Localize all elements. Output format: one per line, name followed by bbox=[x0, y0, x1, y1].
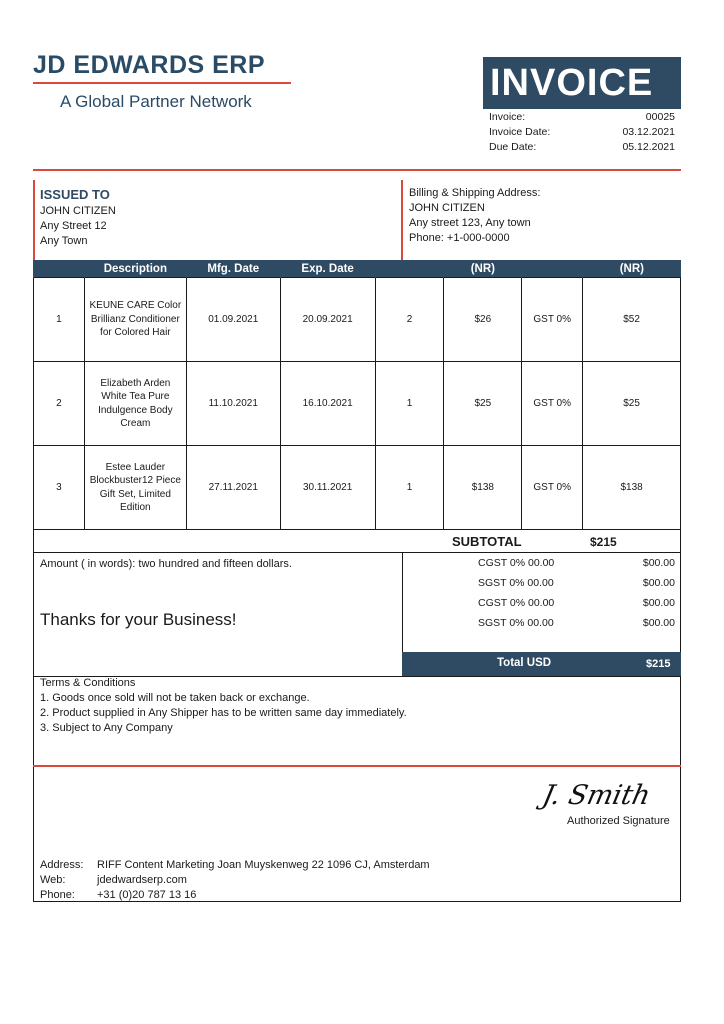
row-mfg-date: 27.11.2021 bbox=[186, 446, 280, 530]
row-qty: 1 bbox=[375, 362, 444, 446]
row-tax: GST 0% bbox=[522, 446, 583, 530]
cgst-value-1: $00.00 bbox=[642, 557, 675, 569]
terms-title: Terms & Conditions bbox=[40, 677, 136, 689]
frame-right-border bbox=[680, 530, 681, 902]
logo-underline bbox=[33, 82, 291, 84]
sgst-value-2: $00.00 bbox=[642, 617, 675, 629]
invoice-number-value: 00025 bbox=[645, 111, 675, 123]
company-tagline: A Global Partner Network bbox=[60, 92, 252, 111]
billing-left-accent bbox=[401, 180, 403, 260]
row-tax: GST 0% bbox=[522, 278, 583, 362]
total-label: Total USD bbox=[497, 657, 552, 669]
col-header-exp-date: Exp. Date bbox=[280, 260, 375, 278]
sgst-label-2: SGST 0% 00.00 bbox=[478, 617, 554, 629]
row-number: 1 bbox=[34, 278, 85, 362]
row-exp-date: 16.10.2021 bbox=[280, 362, 375, 446]
footer-bottom-border bbox=[33, 901, 681, 902]
due-date-label: Due Date: bbox=[489, 141, 537, 153]
row-exp-date: 20.09.2021 bbox=[280, 278, 375, 362]
footer-phone-label: Phone: bbox=[40, 889, 75, 901]
row-qty: 2 bbox=[375, 278, 444, 362]
invoice-number-row bbox=[489, 111, 675, 123]
row-number: 3 bbox=[34, 446, 85, 530]
table-row bbox=[34, 446, 681, 530]
footer-web-label: Web: bbox=[40, 874, 66, 886]
amount-in-words: Amount ( in words): two hundred and fifteen dollars. bbox=[40, 558, 292, 570]
billing-name: JOHN CITIZEN bbox=[409, 202, 485, 214]
table-row bbox=[34, 362, 681, 446]
cgst-label-1: CGST 0% 00.00 bbox=[478, 557, 555, 569]
row-mfg-date: 11.10.2021 bbox=[186, 362, 280, 446]
footer-address-label: Address: bbox=[40, 859, 84, 871]
row-amount: $52 bbox=[583, 278, 681, 362]
sgst-value-1: $00.00 bbox=[642, 577, 675, 589]
footer-web-value[interactable]: jdedwardserp.com bbox=[97, 874, 187, 886]
row-amount: $25 bbox=[583, 362, 681, 446]
header-divider bbox=[33, 169, 681, 171]
billing-title: Billing & Shipping Address: bbox=[409, 187, 541, 199]
items-table bbox=[33, 260, 681, 530]
col-header-no bbox=[34, 260, 85, 278]
subtotal-label: SUBTOTAL bbox=[452, 534, 522, 549]
invoice-title: INVOICE bbox=[483, 57, 681, 109]
row-price: $26 bbox=[444, 278, 522, 362]
invoice-date-row bbox=[489, 126, 675, 138]
row-description: Elizabeth Arden White Tea Pure Indulgence Body Cream bbox=[84, 362, 186, 446]
col-header-qty bbox=[375, 260, 444, 278]
table-header-row bbox=[34, 260, 681, 278]
row-price: $25 bbox=[444, 362, 522, 446]
company-logo-title: JD EDWARDS ERP bbox=[33, 51, 266, 79]
col-header-mfg-date: Mfg. Date bbox=[186, 260, 280, 278]
row-mfg-date: 01.09.2021 bbox=[186, 278, 280, 362]
issued-to-town: Any Town bbox=[40, 235, 88, 247]
signature-mark: J. Smith bbox=[539, 780, 654, 811]
terms-item-3: 3. Subject to Any Company bbox=[40, 722, 173, 734]
col-header-price: (NR) bbox=[444, 260, 522, 278]
due-date-value: 05.12.2021 bbox=[622, 141, 675, 153]
invoice-date-value: 03.12.2021 bbox=[622, 126, 675, 138]
total-bar bbox=[402, 652, 681, 676]
row-tax: GST 0% bbox=[522, 362, 583, 446]
tax-panel-divider bbox=[402, 552, 403, 652]
billing-street: Any street 123, Any town bbox=[409, 217, 531, 229]
invoice-date-label: Invoice Date: bbox=[489, 126, 551, 138]
row-price: $138 bbox=[444, 446, 522, 530]
terms-item-2: 2. Product supplied in Any Shipper has to be written same day immediately. bbox=[40, 707, 407, 719]
signature-label: Authorized Signature bbox=[567, 815, 670, 827]
issued-to-title: ISSUED TO bbox=[40, 187, 110, 202]
col-header-description: Description bbox=[84, 260, 186, 278]
issued-to-name: JOHN CITIZEN bbox=[40, 205, 116, 217]
frame-left-border bbox=[33, 530, 34, 902]
total-value: $215 bbox=[646, 658, 671, 670]
subtotal-divider bbox=[33, 552, 681, 553]
row-qty: 1 bbox=[375, 446, 444, 530]
footer-phone-value: +31 (0)20 787 13 16 bbox=[97, 889, 197, 901]
thanks-message: Thanks for your Business! bbox=[40, 610, 237, 629]
terms-item-1: 1. Goods once sold will not be taken back or exchange. bbox=[40, 692, 310, 704]
subtotal-value: $215 bbox=[590, 535, 617, 549]
sgst-label-1: SGST 0% 00.00 bbox=[478, 577, 554, 589]
col-header-tax bbox=[522, 260, 583, 278]
table-row bbox=[34, 278, 681, 362]
footer-address-value: RIFF Content Marketing Joan Muyskenweg 22 1096 CJ, Amsterdam bbox=[97, 859, 430, 871]
row-number: 2 bbox=[34, 362, 85, 446]
col-header-amount: (NR) bbox=[583, 260, 681, 278]
row-description: KEUNE CARE Color Brillianz Conditioner for Colored Hair bbox=[84, 278, 186, 362]
invoice-number-label: Invoice: bbox=[489, 111, 526, 123]
row-amount: $138 bbox=[583, 446, 681, 530]
due-date-row bbox=[489, 141, 675, 153]
terms-divider bbox=[33, 765, 681, 767]
row-exp-date: 30.11.2021 bbox=[280, 446, 375, 530]
cgst-value-2: $00.00 bbox=[642, 597, 675, 609]
row-description: Estee Lauder Blockbuster12 Piece Gift Set, Limited Edition bbox=[84, 446, 186, 530]
cgst-label-2: CGST 0% 00.00 bbox=[478, 597, 555, 609]
issued-left-accent bbox=[33, 180, 35, 260]
billing-phone: Phone: +1-000-0000 bbox=[409, 232, 510, 244]
issued-to-street: Any Street 12 bbox=[40, 220, 107, 232]
